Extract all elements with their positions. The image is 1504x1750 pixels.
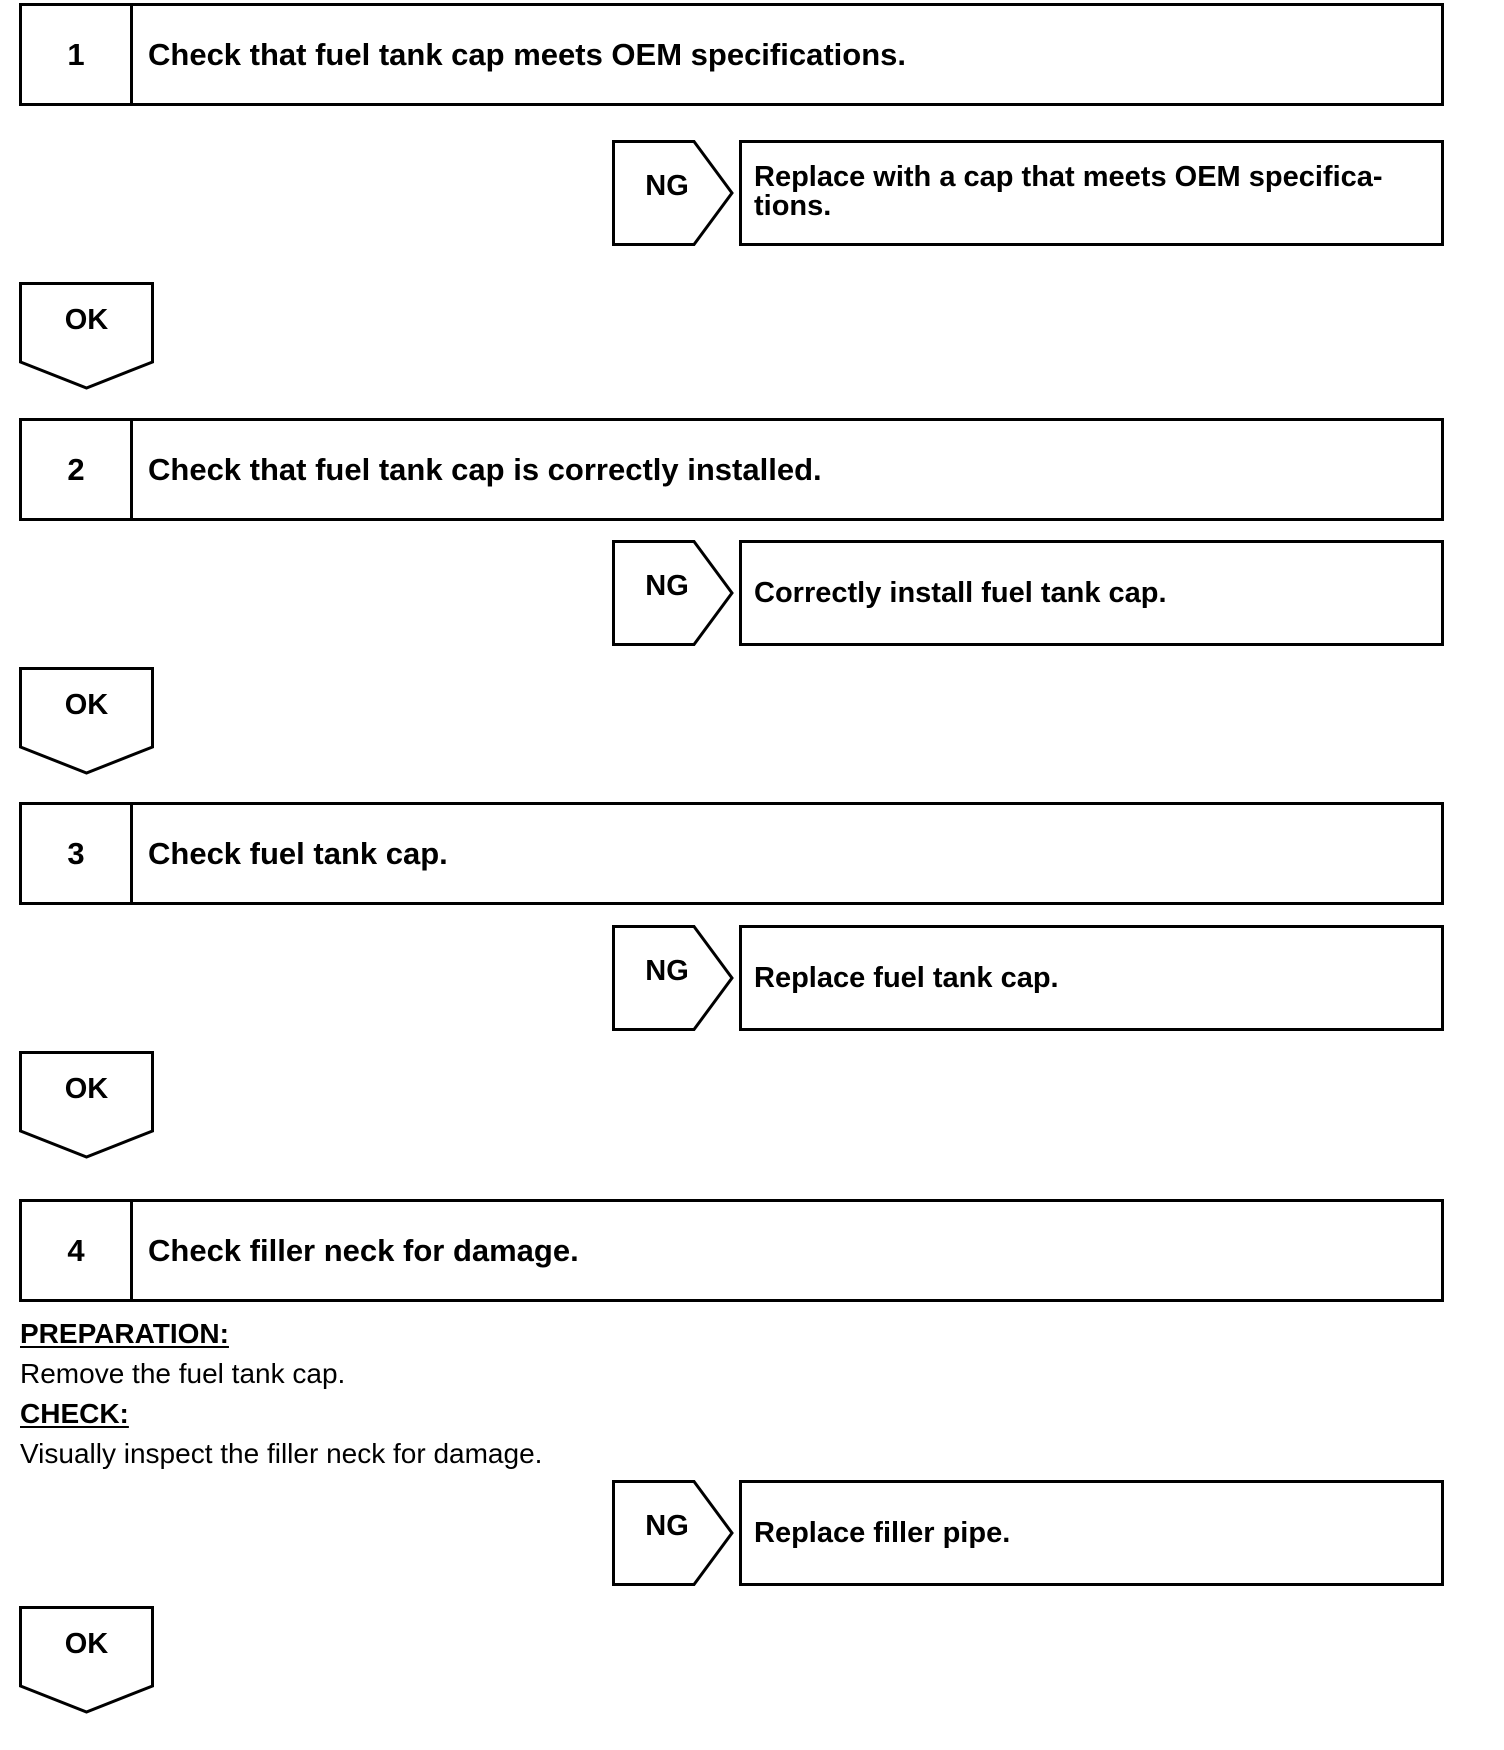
step-2-ok-branch: [19, 667, 154, 775]
step-1-title: Check that fuel tank cap meets OEM specifications.: [148, 36, 907, 72]
step-1-number: 1: [22, 6, 133, 103]
step-2-box: [19, 418, 1444, 521]
step-1-ng-action-line-2: tions.: [754, 190, 832, 222]
step-3-ok-label: OK: [64, 1073, 109, 1105]
step-3-ng-action: Replace fuel tank cap.: [739, 925, 1444, 1031]
preparation-text: Remove the fuel tank cap.: [20, 1358, 346, 1389]
step-4-ng-label: NG: [645, 1509, 689, 1542]
step-1-ok-label: OK: [64, 304, 109, 336]
check-heading: CHECK:: [20, 1398, 129, 1429]
step-3-ok-branch: [19, 1051, 154, 1159]
step-1-ng-action-line-1: Replace with a cap that meets OEM specifica-: [754, 161, 1383, 193]
step-4-ng-branch: [612, 1480, 1444, 1586]
step-1-ng-action: [739, 140, 1444, 246]
step-1-box: [19, 3, 1444, 106]
step-3-box: [19, 802, 1444, 905]
step-2-ng-label: NG: [645, 569, 689, 602]
step-1-ng-branch: [612, 140, 1444, 246]
step-3-number: 3: [22, 805, 133, 902]
check-text: Visually inspect the filler neck for damage.: [20, 1438, 543, 1469]
step-2-ok-label: OK: [64, 689, 109, 721]
step-3-ng-label: NG: [645, 954, 689, 987]
step-4-box: [19, 1199, 1444, 1302]
step-3-ng-branch: [612, 925, 1444, 1031]
step-2-number: 2: [22, 421, 133, 518]
step-2-ng-action: Correctly install fuel tank cap.: [739, 540, 1444, 646]
step-1-ng-label: NG: [645, 169, 689, 202]
step-4-title: Check filler neck for damage.: [148, 1232, 579, 1268]
step-4-ng-action: Replace filler pipe.: [739, 1480, 1444, 1586]
step-2-ng-branch: [612, 540, 1444, 646]
step-1-ok-branch: [19, 282, 154, 390]
preparation-heading: PREPARATION:: [20, 1318, 229, 1349]
step-4-ok-label: OK: [64, 1628, 109, 1660]
step-3-title: Check fuel tank cap.: [148, 835, 448, 871]
step-4-ok-branch: [19, 1606, 154, 1714]
step-4-number: 4: [22, 1202, 133, 1299]
step-2-title: Check that fuel tank cap is correctly installed.: [148, 451, 822, 487]
